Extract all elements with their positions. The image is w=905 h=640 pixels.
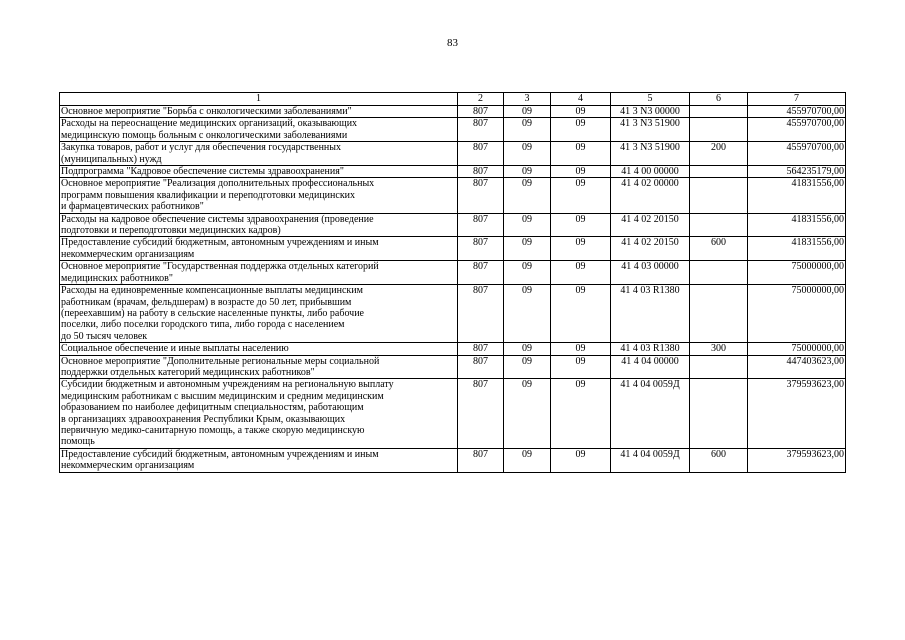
- expense-type-cell: [690, 178, 748, 213]
- table-row: [60, 106, 846, 118]
- ministry-code-cell: 807: [458, 178, 504, 213]
- subsection-cell: 09: [551, 118, 611, 142]
- table-row: [60, 379, 846, 448]
- amount-cell: 455970700,00: [748, 142, 846, 166]
- ministry-code-cell: 807: [458, 106, 504, 118]
- target-article-cell: 41 4 02 20150: [611, 213, 690, 237]
- table-row: [60, 448, 846, 472]
- row-name-cell: Основное мероприятие "Дополнительные региональные меры социальной поддержки отдельных категорий медицинских работников": [60, 355, 458, 379]
- ministry-code-cell: 807: [458, 355, 504, 379]
- section-cell: 09: [504, 285, 551, 343]
- column-header: 2: [458, 93, 504, 106]
- amount-cell: 41831556,00: [748, 178, 846, 213]
- table-row: [60, 166, 846, 178]
- expense-type-cell: [690, 166, 748, 178]
- subsection-cell: 09: [551, 261, 611, 285]
- expense-type-cell: [690, 261, 748, 285]
- amount-cell: 455970700,00: [748, 118, 846, 142]
- ministry-code-cell: 807: [458, 285, 504, 343]
- subsection-cell: 09: [551, 237, 611, 261]
- section-cell: 09: [504, 448, 551, 472]
- expense-type-cell: [690, 355, 748, 379]
- row-name-cell: Расходы на кадровое обеспечение системы здравоохранения (проведение подготовки и переподготовки медицинских кадров): [60, 213, 458, 237]
- section-cell: 09: [504, 106, 551, 118]
- ministry-code-cell: 807: [458, 142, 504, 166]
- column-header: 3: [504, 93, 551, 106]
- row-name-cell: Закупка товаров, работ и услуг для обеспечения государственных (муниципальных) нужд: [60, 142, 458, 166]
- table-row: [60, 178, 846, 213]
- subsection-cell: 09: [551, 178, 611, 213]
- subsection-cell: 09: [551, 355, 611, 379]
- target-article-cell: 41 3 N3 00000: [611, 106, 690, 118]
- row-name-cell: Основное мероприятие "Реализация дополнительных профессиональных программ повышения квалификации и переподготовки медицинских и фармацевтических работников": [60, 178, 458, 213]
- amount-cell: 447403623,00: [748, 355, 846, 379]
- row-name-cell: Социальное обеспечение и иные выплаты населению: [60, 343, 458, 355]
- target-article-cell: 41 4 03 R1380: [611, 343, 690, 355]
- section-cell: 09: [504, 142, 551, 166]
- page-number: 83: [447, 37, 458, 49]
- column-header: 7: [748, 93, 846, 106]
- expense-type-cell: 600: [690, 237, 748, 261]
- table-row: [60, 261, 846, 285]
- target-article-cell: 41 3 N3 51900: [611, 118, 690, 142]
- section-cell: 09: [504, 355, 551, 379]
- row-name-cell: Субсидии бюджетным и автономным учреждениям на региональную выплату медицинским работникам с высшим медицинским и средним медицинским образованием по наиболее дефицитным специальностям, работающим в организациях здравоохранения Республики Крым, оказывающих первичную медико-санитарную помощь, а также скорую медицинскую помощь: [60, 379, 458, 448]
- expense-type-cell: [690, 285, 748, 343]
- subsection-cell: 09: [551, 213, 611, 237]
- subsection-cell: 09: [551, 285, 611, 343]
- column-header: 6: [690, 93, 748, 106]
- expense-type-cell: [690, 106, 748, 118]
- amount-cell: 379593623,00: [748, 379, 846, 448]
- section-cell: 09: [504, 178, 551, 213]
- expense-type-cell: [690, 118, 748, 142]
- column-header: 4: [551, 93, 611, 106]
- table-row: [60, 285, 846, 343]
- amount-cell: 41831556,00: [748, 237, 846, 261]
- ministry-code-cell: 807: [458, 379, 504, 448]
- table-row: [60, 213, 846, 237]
- column-header: 5: [611, 93, 690, 106]
- expense-type-cell: 200: [690, 142, 748, 166]
- row-name-cell: Предоставление субсидий бюджетным, автономным учреждениям и иным некоммерческим организациям: [60, 237, 458, 261]
- budget-table: [59, 92, 846, 473]
- section-cell: 09: [504, 379, 551, 448]
- target-article-cell: 41 4 04 00000: [611, 355, 690, 379]
- subsection-cell: 09: [551, 448, 611, 472]
- table-row: [60, 142, 846, 166]
- section-cell: 09: [504, 213, 551, 237]
- subsection-cell: 09: [551, 106, 611, 118]
- section-cell: 09: [504, 118, 551, 142]
- amount-cell: 75000000,00: [748, 261, 846, 285]
- target-article-cell: 41 4 02 20150: [611, 237, 690, 261]
- table-row: [60, 118, 846, 142]
- table-row: [60, 237, 846, 261]
- section-cell: 09: [504, 261, 551, 285]
- expense-type-cell: [690, 379, 748, 448]
- row-name-cell: Основное мероприятие "Государственная поддержка отдельных категорий медицинских работников": [60, 261, 458, 285]
- target-article-cell: 41 4 00 00000: [611, 166, 690, 178]
- ministry-code-cell: 807: [458, 118, 504, 142]
- ministry-code-cell: 807: [458, 237, 504, 261]
- target-article-cell: 41 4 04 0059Д: [611, 448, 690, 472]
- amount-cell: 455970700,00: [748, 106, 846, 118]
- row-name-cell: Расходы на переоснащение медицинских организаций, оказывающих медицинскую помощь больным с онкологическими заболеваниями: [60, 118, 458, 142]
- amount-cell: 75000000,00: [748, 343, 846, 355]
- ministry-code-cell: 807: [458, 213, 504, 237]
- subsection-cell: 09: [551, 343, 611, 355]
- target-article-cell: 41 4 03 R1380: [611, 285, 690, 343]
- table-header-row: [60, 93, 846, 106]
- row-name-cell: Расходы на единовременные компенсационные выплаты медицинским работникам (врачам, фельдшерам) в возрасте до 50 лет, прибывшим (переехавшим) на работу в сельские населенные пункты, либо рабочие поселки, либо поселки городского типа, либо города с населением до 50 тысяч человек: [60, 285, 458, 343]
- row-name-cell: Предоставление субсидий бюджетным, автономным учреждениям и иным некоммерческим организациям: [60, 448, 458, 472]
- ministry-code-cell: 807: [458, 261, 504, 285]
- section-cell: 09: [504, 343, 551, 355]
- ministry-code-cell: 807: [458, 166, 504, 178]
- column-header: 1: [60, 93, 458, 106]
- section-cell: 09: [504, 166, 551, 178]
- target-article-cell: 41 4 04 0059Д: [611, 379, 690, 448]
- table-row: [60, 355, 846, 379]
- row-name-cell: Основное мероприятие "Борьба с онкологическими заболеваниями": [60, 106, 458, 118]
- row-name-cell: Подпрограмма "Кадровое обеспечение системы здравоохранения": [60, 166, 458, 178]
- target-article-cell: 41 4 03 00000: [611, 261, 690, 285]
- amount-cell: 75000000,00: [748, 285, 846, 343]
- target-article-cell: 41 3 N3 51900: [611, 142, 690, 166]
- expense-type-cell: 600: [690, 448, 748, 472]
- subsection-cell: 09: [551, 166, 611, 178]
- amount-cell: 564235179,00: [748, 166, 846, 178]
- amount-cell: 379593623,00: [748, 448, 846, 472]
- ministry-code-cell: 807: [458, 343, 504, 355]
- amount-cell: 41831556,00: [748, 213, 846, 237]
- target-article-cell: 41 4 02 00000: [611, 178, 690, 213]
- expense-type-cell: 300: [690, 343, 748, 355]
- table-row: [60, 343, 846, 355]
- subsection-cell: 09: [551, 379, 611, 448]
- ministry-code-cell: 807: [458, 448, 504, 472]
- section-cell: 09: [504, 237, 551, 261]
- subsection-cell: 09: [551, 142, 611, 166]
- expense-type-cell: [690, 213, 748, 237]
